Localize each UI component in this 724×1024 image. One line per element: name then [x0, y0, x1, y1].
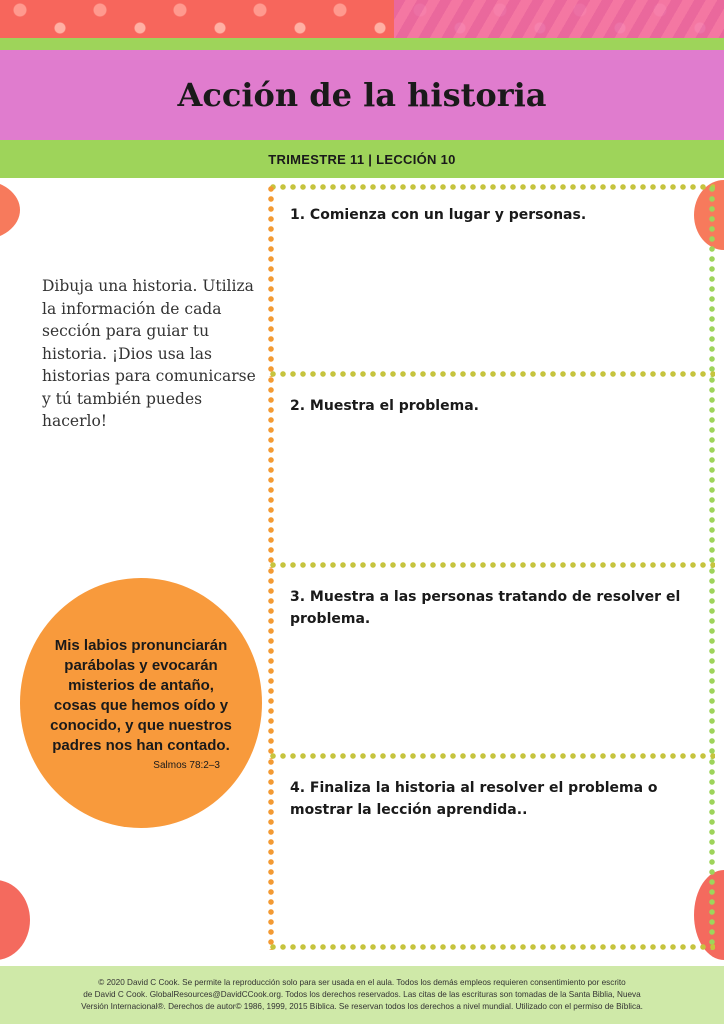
- verse-text: Mis labios pronunciarán parábolas y evocarán misterios de antaño, cosas que hemos oído y conocido, y que nuestros padres nos han contado.: [50, 636, 232, 754]
- story-box-3[interactable]: [268, 566, 715, 759]
- title-band: [0, 50, 724, 140]
- copyright-text: [81, 977, 643, 1013]
- lesson-band: [0, 140, 724, 178]
- dotted-border: [709, 184, 715, 377]
- dotted-border: [268, 184, 274, 377]
- step-label: 1. Comienza con un lugar y personas.: [290, 207, 587, 223]
- step-label: 2. Muestra el problema.: [290, 398, 479, 414]
- page-title: Acción de la historia: [177, 76, 547, 114]
- copyright-footer: [0, 966, 724, 1024]
- dotted-border: [268, 184, 715, 190]
- verse-reference: Salmos 78:2–3: [153, 759, 220, 771]
- step-label: 4. Finaliza la historia al resolver el problema o mostrar la lección aprendida..: [290, 780, 658, 818]
- top-pattern-band: [0, 0, 724, 38]
- instructions-text: Dibuja una historia. Utiliza la información de cada sección para guiar tu historia. ¡Dios usa las historias para comunicarse y tú también puedes hacerlo!: [42, 277, 256, 430]
- copyright-line: Versión Internacional®. Derechos de autor© 1986, 1999, 2015 Bíblica. Se reservan todos los derechos a nivel mundial. Utilizado con el permiso de Bíblica.: [81, 1002, 643, 1011]
- bible-verse-circle: [20, 578, 262, 828]
- story-box-1[interactable]: [268, 184, 715, 377]
- dotted-border: [268, 757, 274, 950]
- dotted-border: [268, 944, 715, 950]
- dotted-border: [709, 375, 715, 568]
- step-label: 3. Muestra a las personas tratando de resolver el problema.: [290, 589, 681, 627]
- story-box-4[interactable]: [268, 757, 715, 950]
- dotted-border: [709, 757, 715, 950]
- dotted-border: [268, 375, 274, 568]
- top-green-stripe: [0, 38, 724, 50]
- story-box-2[interactable]: [268, 375, 715, 568]
- copyright-line: de David C Cook. GlobalResources@DavidCCook.org. Todos los derechos reservados. Las citas de las escrituras son tomadas de la Santa Biblia, Nueva: [83, 990, 641, 999]
- copyright-line: © 2020 David C Cook. Se permite la reproducción solo para ser usada en el aula. Todos los demás empleos requieren consentimiento por escrito: [98, 978, 626, 987]
- lesson-label: TRIMESTRE 11 | LECCIÓN 10: [268, 151, 456, 167]
- dotted-border: [709, 566, 715, 759]
- dotted-border: [268, 566, 274, 759]
